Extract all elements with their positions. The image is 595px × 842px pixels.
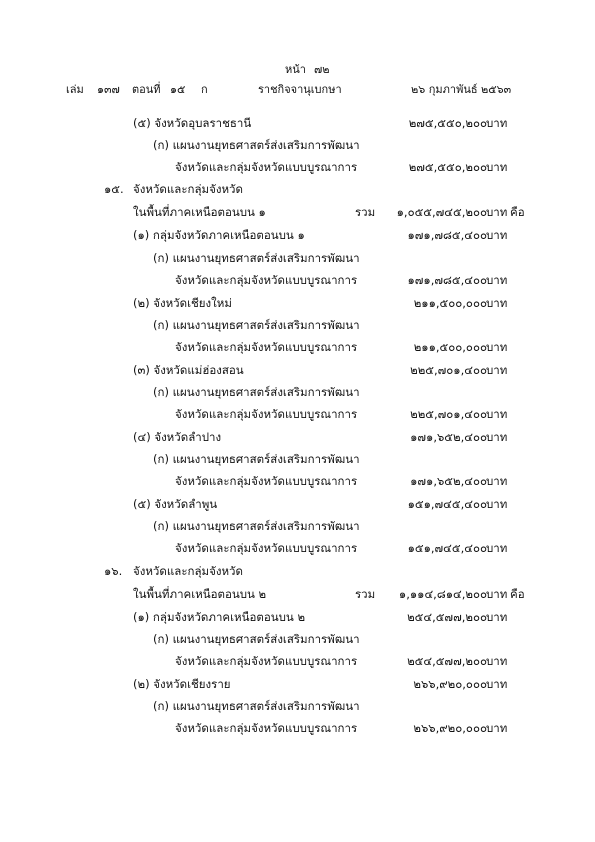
ubon-label: (๕) จังหวัดอุบลราชธานี	[133, 116, 252, 130]
section15-number: ๑๕.	[104, 182, 124, 196]
chiangmai-amount: ๒๑๑,๕๐๐,๐๐๐	[413, 296, 487, 310]
lampang-label: (๔) จังหวัดลำปาง	[133, 430, 222, 444]
plan-line1: (ก) แผนงานยุทธศาสตร์ส่งเสริมการพัฒนา	[153, 699, 360, 713]
section15-title: จังหวัดและกลุ่มจังหวัด	[133, 182, 243, 196]
chiangmai-label: (๒) จังหวัดเชียงใหม่	[133, 296, 232, 310]
section16-number: ๑๖.	[104, 564, 123, 578]
plan-line1: (ก) แผนงานยุทธศาสตร์ส่งเสริมการพัฒนา	[153, 452, 360, 466]
plan-line2: จังหวัดและกลุ่มจังหวัดแบบบูรณาการ	[175, 407, 358, 421]
lamphun-plan-amount: ๑๕๑,๗๔๕,๔๐๐	[407, 541, 487, 555]
unit-label: บาท	[486, 116, 508, 130]
volume-number: ๑๓๗	[97, 83, 120, 96]
n2group-label: (๑) กลุ่มจังหวัดภาคเหนือตอนบน ๒	[133, 610, 306, 624]
section16-total: ๑,๑๑๔,๘๑๔,๒๐๐	[398, 587, 487, 601]
page-label: หน้า	[285, 63, 306, 76]
n1group-amount: ๑๗๑,๗๘๕,๔๐๐	[407, 228, 487, 242]
plan-line1: (ก) แผนงานยุทธศาสตร์ส่งเสริมการพัฒนา	[153, 385, 360, 399]
lampang-plan-amount: ๑๗๑,๖๕๒,๔๐๐	[410, 474, 487, 488]
section15-total: ๑,๐๕๕,๗๔๕,๒๐๐	[396, 205, 487, 219]
unit-label: บาท	[486, 654, 508, 668]
chiangrai-plan-amount: ๒๖๖,๙๒๐,๐๐๐	[413, 721, 487, 735]
total-label: รวม	[355, 587, 376, 601]
unit-label: บาท	[486, 407, 508, 421]
kho-label: คือ	[510, 205, 525, 219]
unit-label: บาท	[486, 541, 508, 555]
unit-label: บาท	[486, 296, 508, 310]
unit-label: บาท	[486, 430, 508, 444]
chiangrai-amount: ๒๖๖,๙๒๐,๐๐๐	[413, 677, 487, 691]
n1group-plan-amount: ๑๗๑,๗๘๕,๔๐๐	[407, 273, 487, 287]
unit-label: บาท	[486, 587, 508, 601]
publication-name: ราชกิจจานุเบกษา	[258, 83, 342, 96]
maehongson-plan-amount: ๒๒๕,๗๐๑,๔๐๐	[410, 407, 487, 421]
plan-line2: จังหวัดและกลุ่มจังหวัดแบบบูรณาการ	[175, 340, 358, 354]
n2group-plan-amount: ๒๕๔,๕๗๗,๒๐๐	[407, 654, 487, 668]
unit-label: บาท	[486, 363, 508, 377]
lamphun-amount: ๑๕๑,๗๔๕,๔๐๐	[407, 497, 487, 511]
unit-label: บาท	[486, 160, 508, 174]
lampang-amount: ๑๗๑,๖๕๒,๔๐๐	[410, 430, 487, 444]
n1group-label: (๑) กลุ่มจังหวัดภาคเหนือตอนบน ๑	[133, 228, 305, 242]
plan-line1: (ก) แผนงานยุทธศาสตร์ส่งเสริมการพัฒนา	[153, 318, 360, 332]
unit-label: บาท	[486, 228, 508, 242]
unit-label: บาท	[486, 205, 508, 219]
kho-label: คือ	[510, 587, 525, 601]
plan-line2: จังหวัดและกลุ่มจังหวัดแบบบูรณาการ	[175, 721, 358, 735]
lamphun-label: (๕) จังหวัดลำพูน	[133, 497, 218, 511]
unit-label: บาท	[486, 273, 508, 287]
part-label: ตอนที่	[132, 83, 161, 96]
maehongson-label: (๓) จังหวัดแม่ฮ่องสอน	[133, 363, 244, 377]
plan-line1: (ก) แผนงานยุทธศาสตร์ส่งเสริมการพัฒนา	[153, 138, 360, 152]
total-label: รวม	[355, 205, 376, 219]
publication-date: ๒๖ กุมภาพันธ์ ๒๕๖๓	[411, 83, 512, 96]
section15-region: ในพื้นที่ภาคเหนือตอนบน ๑	[133, 205, 266, 219]
plan-line1: (ก) แผนงานยุทธศาสตร์ส่งเสริมการพัฒนา	[153, 251, 360, 265]
section16-title: จังหวัดและกลุ่มจังหวัด	[133, 564, 243, 578]
plan-line2: จังหวัดและกลุ่มจังหวัดแบบบูรณาการ	[175, 474, 358, 488]
page-number: ๗๒	[314, 63, 330, 76]
part-suffix: ก	[201, 83, 208, 96]
chiangmai-plan-amount: ๒๑๑,๕๐๐,๐๐๐	[413, 340, 487, 354]
maehongson-amount: ๒๒๕,๗๐๑,๔๐๐	[410, 363, 487, 377]
unit-label: บาท	[486, 497, 508, 511]
chiangrai-label: (๒) จังหวัดเชียงราย	[133, 677, 231, 691]
unit-label: บาท	[486, 474, 508, 488]
plan-line2: จังหวัดและกลุ่มจังหวัดแบบบูรณาการ	[175, 160, 358, 174]
n2group-amount: ๒๕๔,๕๗๗,๒๐๐	[407, 610, 487, 624]
ubon-plan-amount: ๒๗๕,๕๕๐,๒๐๐	[408, 160, 487, 174]
part-number: ๑๕	[170, 83, 186, 96]
plan-line1: (ก) แผนงานยุทธศาสตร์ส่งเสริมการพัฒนา	[153, 632, 360, 646]
volume-label: เล่ม	[66, 83, 84, 96]
ubon-amount: ๒๗๕,๕๕๐,๒๐๐	[408, 116, 487, 130]
unit-label: บาท	[486, 677, 508, 691]
plan-line2: จังหวัดและกลุ่มจังหวัดแบบบูรณาการ	[175, 541, 358, 555]
section16-region: ในพื้นที่ภาคเหนือตอนบน ๒	[133, 587, 267, 601]
plan-line2: จังหวัดและกลุ่มจังหวัดแบบบูรณาการ	[175, 273, 358, 287]
unit-label: บาท	[486, 721, 508, 735]
unit-label: บาท	[486, 340, 508, 354]
plan-line2: จังหวัดและกลุ่มจังหวัดแบบบูรณาการ	[175, 654, 358, 668]
unit-label: บาท	[486, 610, 508, 624]
plan-line1: (ก) แผนงานยุทธศาสตร์ส่งเสริมการพัฒนา	[153, 519, 360, 533]
